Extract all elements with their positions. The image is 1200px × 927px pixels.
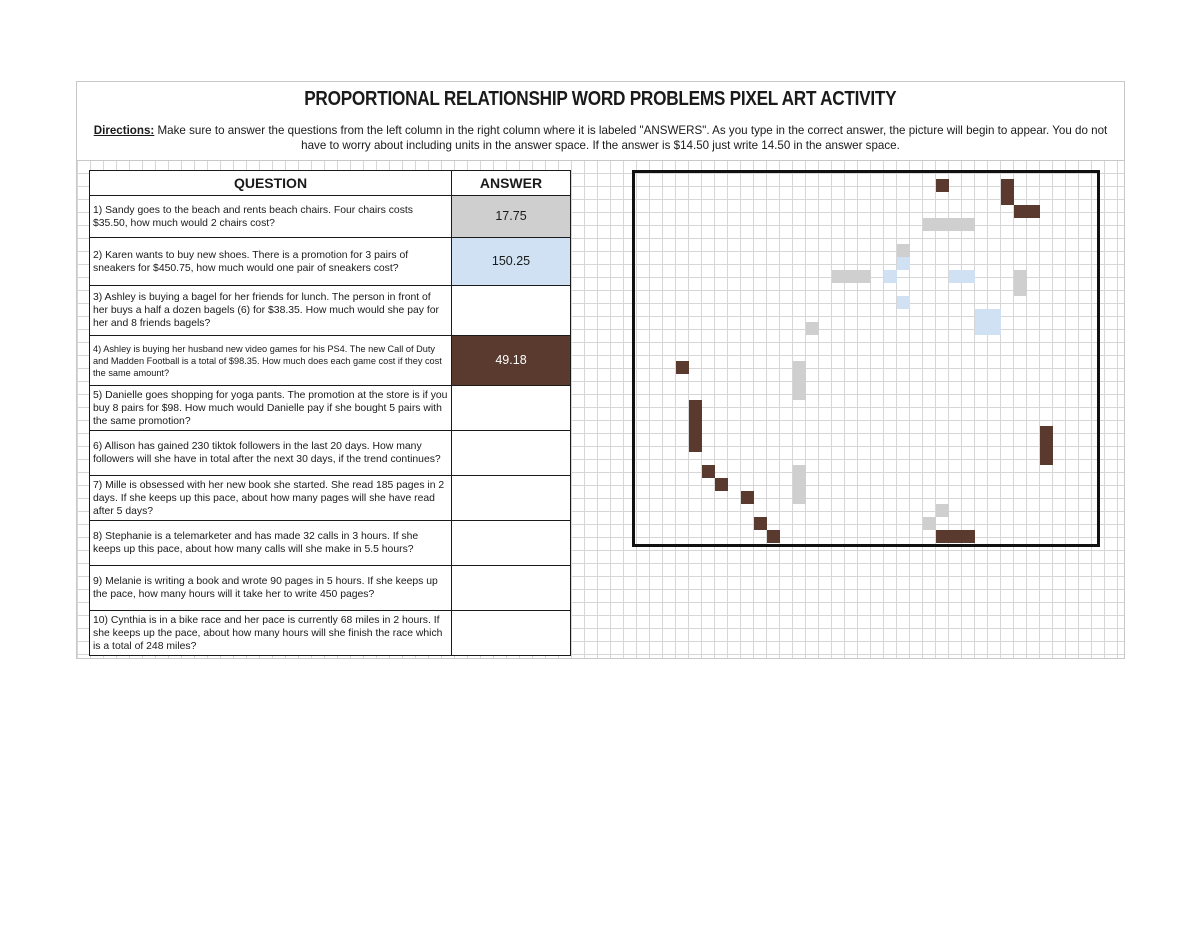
page-title: PROPORTIONAL RELATIONSHIP WORD PROBLEMS PIXEL ART ACTIVITY [304,88,897,110]
pixel-cell-gray [832,270,845,283]
answer-cell[interactable] [452,566,571,611]
answer-cell[interactable] [452,286,571,336]
pixel-art-canvas [632,170,1100,547]
answer-cell[interactable]: 49.18 [452,336,571,386]
pixel-cell-gray [897,244,910,257]
answer-cell[interactable] [452,386,571,431]
question-header: QUESTION [90,171,452,196]
answer-cell[interactable] [452,476,571,521]
pixel-cell-blue [884,270,897,283]
pixel-cell-gray [793,387,806,400]
pixel-cell-brown [689,426,702,439]
table-header-row [90,171,571,196]
pixel-cell-brown [689,413,702,426]
table-row [90,521,571,566]
table-row [90,336,571,386]
pixel-cell-blue [897,257,910,270]
pixel-cell-gray [962,218,975,231]
table-row [90,431,571,476]
pixel-cell-brown [754,517,767,530]
question-cell: 4) Ashley is buying her husband new video games for his PS4. The new Call of Duty and Madden Football is a total of $98.35. How much does each game cost if they cost the same amount? [90,336,452,386]
pixel-cell-gray [793,361,806,374]
pixel-cell-blue [975,309,988,322]
pixel-cell-brown [1014,205,1027,218]
pixel-cell-gray [793,478,806,491]
question-cell: 2) Karen wants to buy new shoes. There is a promotion for 3 pairs of sneakers for $450.75, how much would one pair of sneakers cost? [90,238,452,286]
answer-cell[interactable] [452,611,571,656]
answer-cell[interactable]: 17.75 [452,196,571,238]
pixel-cell-blue [897,296,910,309]
question-cell: 6) Allison has gained 230 tiktok followers in the last 20 days. How many followers will she have in total after the next 30 days, if the trend continues? [90,431,452,476]
pixel-cell-gray [793,374,806,387]
pixel-cell-brown [715,478,728,491]
pixel-cell-gray [936,504,949,517]
pixel-cell-gray [793,465,806,478]
answer-header: ANSWER [452,171,571,196]
pixel-cell-brown [1027,205,1040,218]
question-cell: 5) Danielle goes shopping for yoga pants. The promotion at the store is if you buy 8 pairs for $98. How much would Danielle pay if she bought 5 pairs with the same promotion? [90,386,452,431]
pixel-cell-brown [676,361,689,374]
directions-label: Directions: [93,124,155,137]
pixel-cell-gray [923,218,936,231]
pixel-cell-brown [949,530,962,543]
pixel-cell-brown [1001,179,1014,192]
question-cell: 9) Melanie is writing a book and wrote 90 pages in 5 hours. If she keeps up the pace, how many hours will it take her to write 450 pages? [90,566,452,611]
pixel-cell-blue [988,309,1001,322]
table-row [90,286,571,336]
pixel-cell-brown [1001,192,1014,205]
pixel-cell-gray [793,491,806,504]
pixel-cell-blue [962,270,975,283]
question-answer-table [89,170,571,656]
pixel-cell-blue [975,322,988,335]
pixel-cell-gray [845,270,858,283]
pixel-cell-blue [988,322,1001,335]
table-row [90,238,571,286]
pixel-cell-brown [1040,439,1053,452]
table-row [90,476,571,521]
table-row [90,196,571,238]
question-cell: 1) Sandy goes to the beach and rents beach chairs. Four chairs costs $35.50, how much would 2 chairs cost? [90,196,452,238]
title-band [77,82,1124,118]
pixel-cell-gray [949,218,962,231]
pixel-cell-brown [689,400,702,413]
pixel-cell-brown [936,179,949,192]
question-cell: 8) Stephanie is a telemarketer and has made 32 calls in 3 hours. If she keeps up this pace, about how many calls will she make in 5.5 hours? [90,521,452,566]
pixel-cell-gray [1014,270,1027,283]
pixel-art-grid [635,173,1097,544]
pixel-cell-brown [689,439,702,452]
question-cell: 7) Mille is obsessed with her new book she started. She read 185 pages in 2 days. If she keeps up this pace, about how many pages will she have read after 5 days? [90,476,452,521]
pixel-cell-brown [1040,426,1053,439]
pixel-cell-brown [741,491,754,504]
pixel-cell-brown [767,530,780,543]
table-row [90,386,571,431]
pixel-cell-gray [858,270,871,283]
answer-cell[interactable]: 150.25 [452,238,571,286]
pixel-cell-brown [702,465,715,478]
question-cell: 10) Cynthia is in a bike race and her pace is currently 68 miles in 2 hours. If she keeps up the pace, about how many hours will she finish the race which is a total of 248 miles? [90,611,452,656]
pixel-cell-gray [1014,283,1027,296]
pixel-cell-blue [949,270,962,283]
pixel-cell-brown [962,530,975,543]
table-row [90,611,571,656]
table-row [90,566,571,611]
directions-text: Make sure to answer the questions from the left column in the right column where it is labeled "ANSWERS". As you type in the correct answer, the picture will begin to appear. You do not have to worry about including units in the answer space. If the answer is $14.50 just write 14.50 in the answer space. [154,124,1108,152]
pixel-cell-gray [806,322,819,335]
pixel-cell-gray [923,517,936,530]
pixel-cell-brown [1040,452,1053,465]
answer-cell[interactable] [452,521,571,566]
directions [77,117,1124,161]
pixel-cell-brown [936,530,949,543]
pixel-cell-gray [936,218,949,231]
worksheet [76,81,1125,659]
question-cell: 3) Ashley is buying a bagel for her friends for lunch. The person in front of her buys a half a dozen bagels (6) for $38.35. How much would she pay for her and 8 friends bagels? [90,286,452,336]
answer-cell[interactable] [452,431,571,476]
